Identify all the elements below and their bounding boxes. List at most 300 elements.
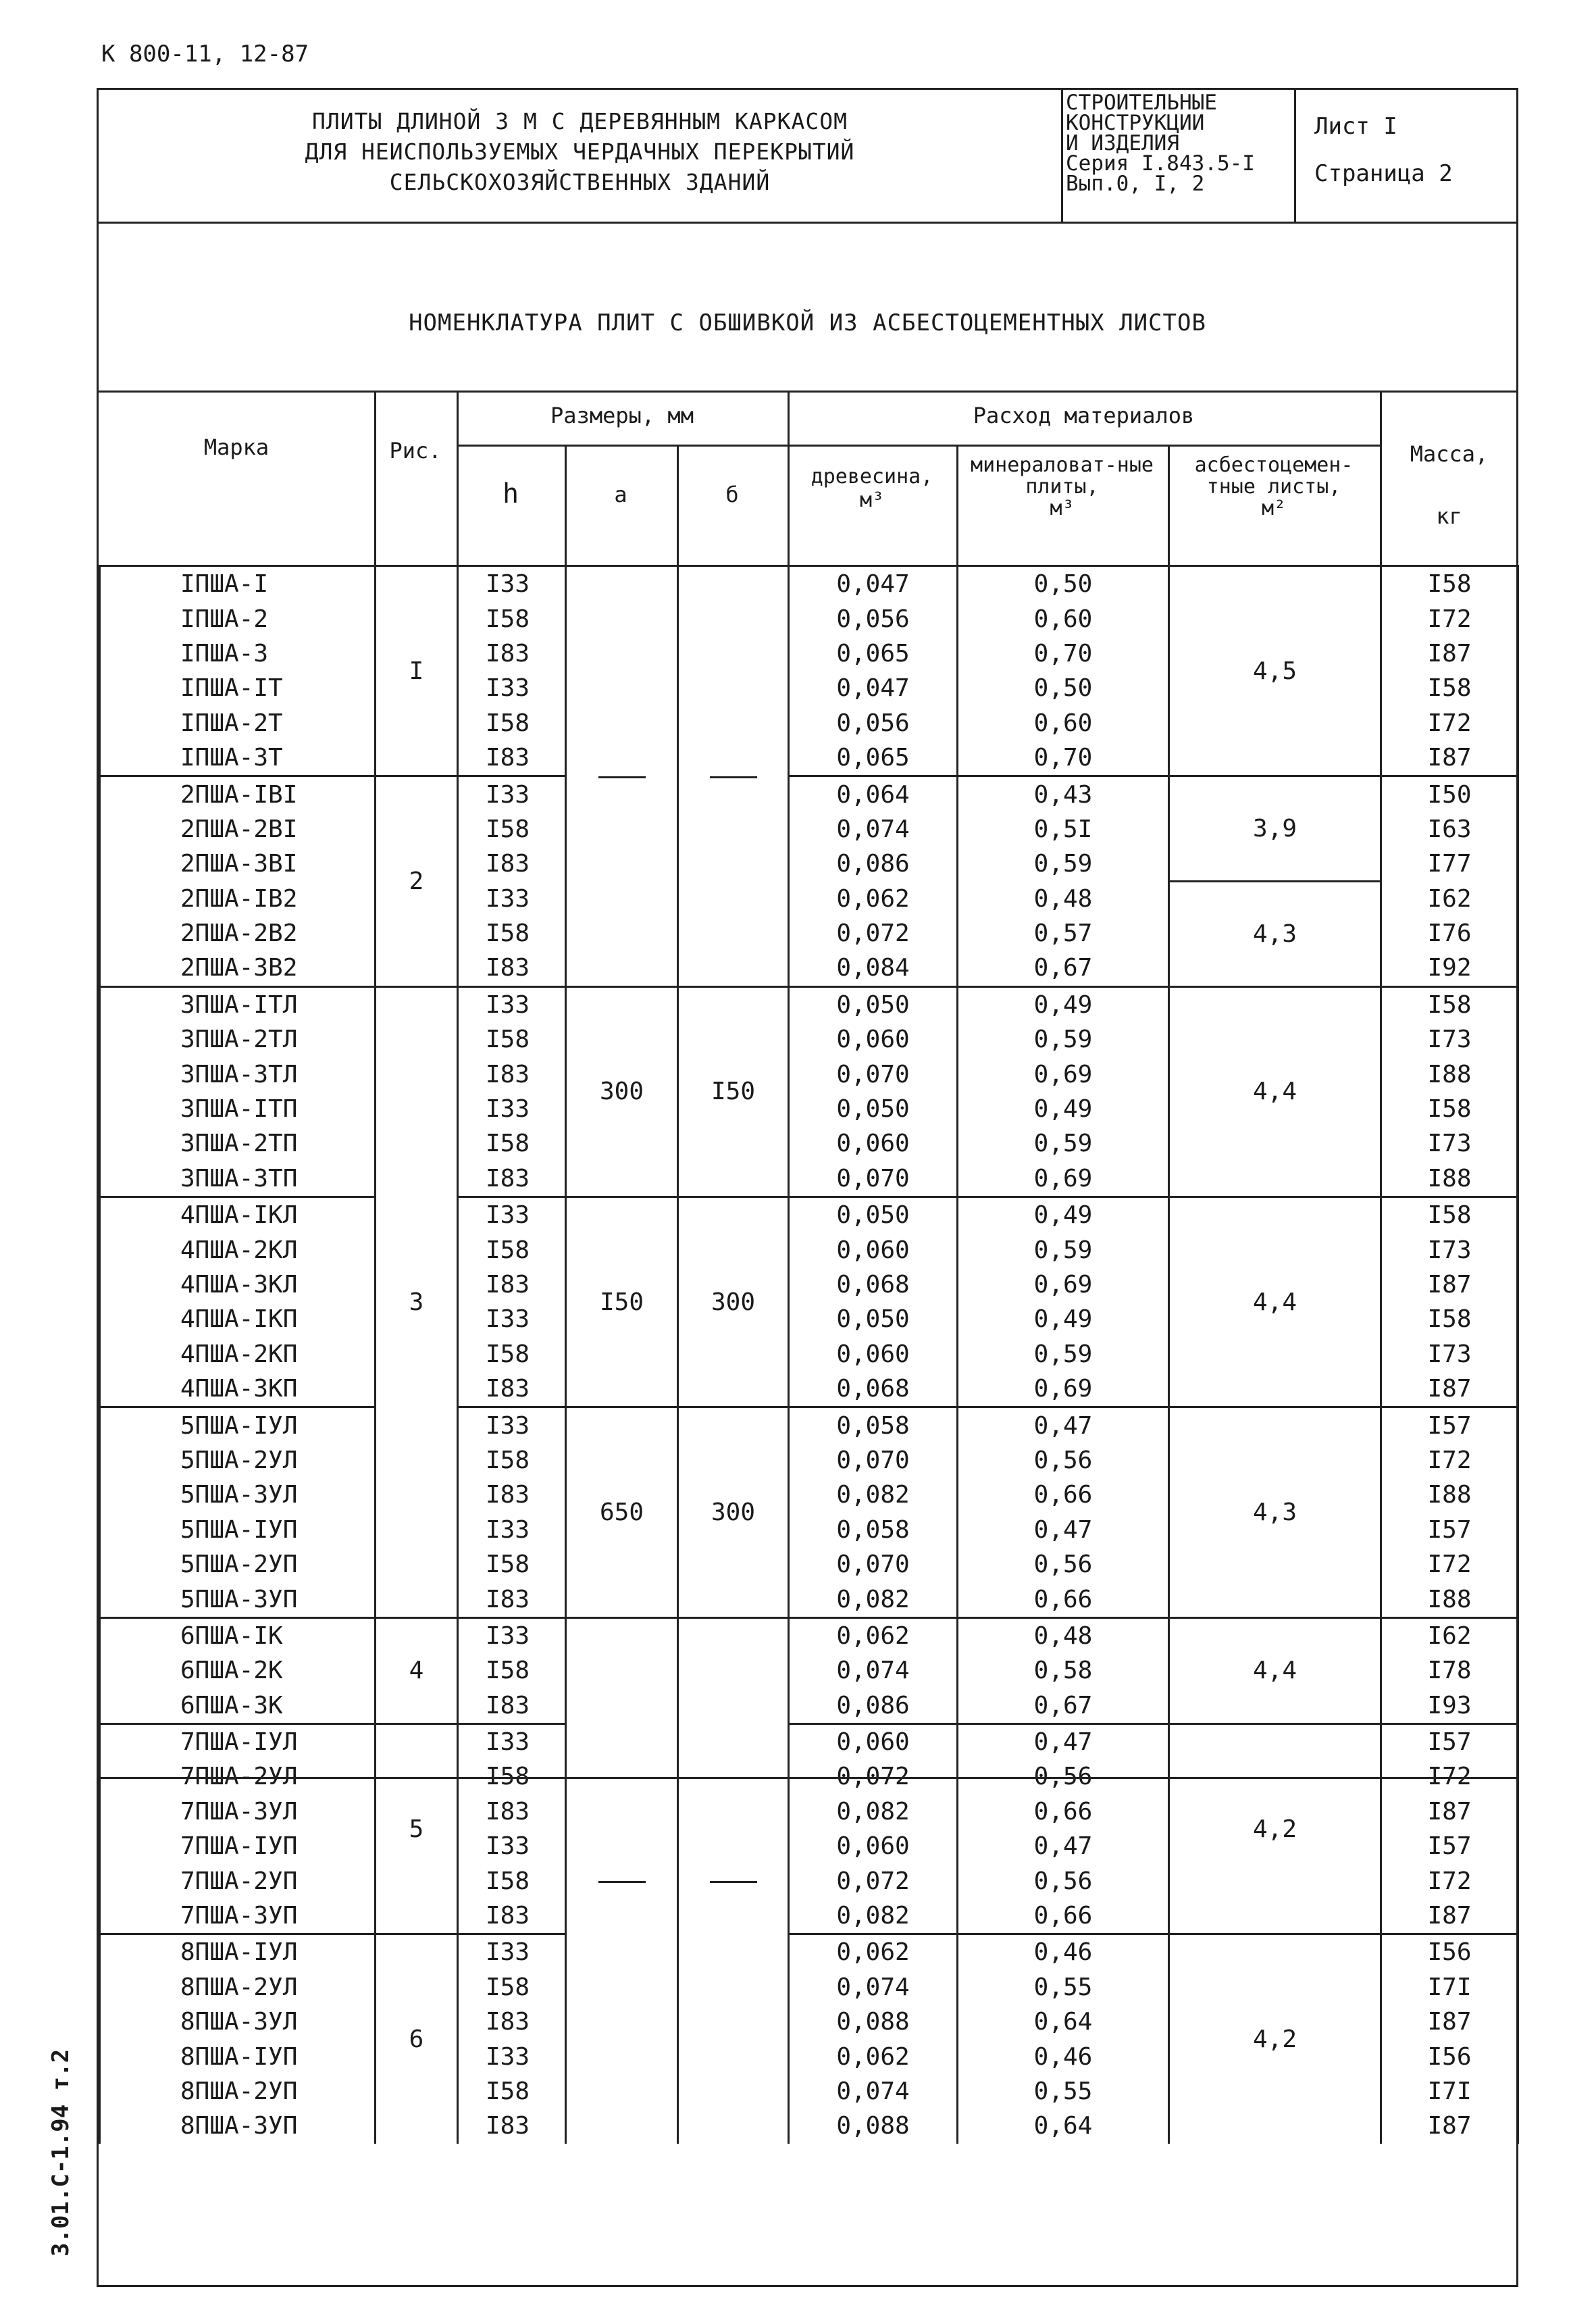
a-dash-cell — [566, 566, 678, 987]
cell-mineral: 0,66 — [958, 1898, 1169, 1934]
cell-mark: 7ПША-3УЛ — [100, 1794, 376, 1829]
cell-mineral: 0,59 — [958, 1232, 1169, 1267]
cell-mark: 3ПША-IТЛ — [100, 986, 376, 1022]
cell-wood: 0,050 — [789, 986, 958, 1022]
table-row — [100, 1724, 1518, 1759]
table-row — [100, 1407, 1518, 1443]
cell-mineral: 0,59 — [958, 1126, 1169, 1161]
cell-mineral: 0,58 — [958, 1653, 1169, 1688]
cell-h: I33 — [458, 1724, 566, 1759]
cell-mineral: 0,60 — [958, 706, 1169, 740]
cell-mark: 7ПША-IУП — [100, 1829, 376, 1863]
cell-h: I83 — [458, 1478, 566, 1512]
cell-mark: 7ПША-2УП — [100, 1863, 376, 1898]
cell-h: I58 — [458, 812, 566, 847]
cell-h: I58 — [458, 1759, 566, 1794]
header-mass-unit: кг — [1436, 503, 1462, 529]
header-asbestos — [1168, 455, 1380, 520]
cell-wood: 0,060 — [789, 1337, 958, 1372]
cell-mineral: 0,60 — [958, 601, 1169, 636]
cell-mark: 4ПША-2КЛ — [100, 1232, 376, 1267]
cell-wood: 0,082 — [789, 1478, 958, 1512]
cell-wood: 0,086 — [789, 847, 958, 881]
cell-mark: 6ПША-2К — [100, 1653, 376, 1688]
table-row — [100, 986, 1518, 1022]
cell-mass: I50 — [1381, 776, 1518, 812]
header-asbestos-label: асбестоцемен-тные листы, — [1194, 453, 1354, 499]
cell-mineral: 0,47 — [958, 1829, 1169, 1863]
cell-h: I58 — [458, 2074, 566, 2109]
cell-mark: 2ПША-3ВI — [100, 847, 376, 881]
cell-h: I83 — [458, 1898, 566, 1934]
cell-wood: 0,047 — [789, 671, 958, 705]
cell-mass: I73 — [1381, 1022, 1518, 1057]
cell-mark: 5ПША-3УП — [100, 1582, 376, 1617]
cell-mineral: 0,69 — [958, 1372, 1169, 1407]
cell-mark: 6ПША-3К — [100, 1688, 376, 1724]
cell-mark: 5ПША-2УП — [100, 1547, 376, 1582]
cell-mass: I62 — [1381, 882, 1518, 916]
cell-wood: 0,062 — [789, 2039, 958, 2073]
cell-mineral: 0,56 — [958, 1759, 1169, 1794]
cell-wood: 0,062 — [789, 882, 958, 916]
table-row — [100, 1934, 1518, 1970]
cell-h: I58 — [458, 1022, 566, 1057]
cell-h: I83 — [458, 1267, 566, 1302]
cell-mass: I58 — [1381, 671, 1518, 705]
header-b: б — [725, 482, 739, 507]
header-h: h — [502, 478, 519, 509]
cell-wood: 0,082 — [789, 1794, 958, 1829]
cell-wood: 0,072 — [789, 1863, 958, 1898]
series-line: И ИЗДЕЛИЯ — [1066, 131, 1179, 155]
cell-mineral: 0,70 — [958, 636, 1169, 671]
cell-wood: 0,074 — [789, 2074, 958, 2109]
cell-mass: I87 — [1381, 1794, 1518, 1829]
cell-mineral: 0,55 — [958, 1970, 1169, 2005]
cell-mass: I58 — [1381, 1302, 1518, 1336]
cell-mass: I72 — [1381, 1547, 1518, 1582]
cell-wood: 0,060 — [789, 1829, 958, 1863]
cell-h: I83 — [458, 1057, 566, 1091]
cell-asbestos: 4,3 — [1169, 1407, 1381, 1617]
cell-mark: IПША-3 — [100, 636, 376, 671]
header-wood-label: древесина, — [810, 465, 933, 488]
a-dash — [598, 1881, 646, 1883]
cell-wood: 0,068 — [789, 1267, 958, 1302]
cell-h: I83 — [458, 2109, 566, 2143]
cell-wood: 0,074 — [789, 812, 958, 847]
document-code: К 800-11, 12-87 — [101, 41, 309, 68]
cell-mass: I87 — [1381, 1372, 1518, 1407]
cell-mineral: 0,49 — [958, 1197, 1169, 1233]
nomenclature-table — [99, 565, 1519, 2144]
cell-mass: I63 — [1381, 812, 1518, 847]
cell-mass: I78 — [1381, 1653, 1518, 1688]
cell-h: I58 — [458, 1653, 566, 1688]
cell-mark: 4ПША-IКЛ — [100, 1197, 376, 1233]
cell-mass: I87 — [1381, 636, 1518, 671]
cell-mark: 8ПША-2УП — [100, 2074, 376, 2109]
cell-asbestos: 4,4 — [1169, 986, 1381, 1197]
cell-asbestos: 4,2 — [1169, 1934, 1381, 2144]
cell-h: I58 — [458, 601, 566, 636]
cell-wood: 0,058 — [789, 1513, 958, 1547]
col-line — [374, 391, 376, 565]
cell-asbestos: 4,2 — [1169, 1724, 1381, 1934]
cell-h: I83 — [458, 2005, 566, 2039]
cell-wood: 0,062 — [789, 1934, 958, 1970]
table-row — [100, 882, 1518, 916]
cell-wood: 0,088 — [789, 2005, 958, 2039]
cell-mass: I72 — [1381, 601, 1518, 636]
cell-h: I33 — [458, 776, 566, 812]
cell-mineral: 0,57 — [958, 916, 1169, 951]
title-line: ДЛЯ НЕИСПОЛЬЗУЕМЫХ ЧЕРДАЧНЫХ ПЕРЕКРЫТИЙ — [305, 139, 855, 165]
cell-h: I58 — [458, 1863, 566, 1898]
b-dash — [710, 1881, 757, 1883]
cell-mass: I56 — [1381, 2039, 1518, 2073]
cell-mineral: 0,46 — [958, 2039, 1169, 2073]
title-line: СЕЛЬСКОХОЗЯЙСТВЕННЫХ ЗДАНИЙ — [389, 169, 771, 195]
cell-wood: 0,056 — [789, 601, 958, 636]
cell-mineral: 0,47 — [958, 1724, 1169, 1759]
a-dash — [598, 776, 646, 778]
cell-mass: I88 — [1381, 1478, 1518, 1512]
cell-h: I83 — [458, 951, 566, 986]
cell-mark: IПША-IТ — [100, 671, 376, 705]
cell-mark: 8ПША-3УЛ — [100, 2005, 376, 2039]
cell-mass: I72 — [1381, 1863, 1518, 1898]
header-a: а — [614, 482, 627, 507]
title-block-bottom — [99, 222, 1516, 224]
cell-mass: I73 — [1381, 1232, 1518, 1267]
cell-mark: 3ПША-2ТЛ — [100, 1022, 376, 1057]
cell-figure: 3 — [376, 986, 458, 1617]
header-sub-line — [457, 445, 1380, 447]
cell-h: I83 — [458, 636, 566, 671]
cell-mass: I88 — [1381, 1582, 1518, 1617]
cell-mark: 7ПША-3УП — [100, 1898, 376, 1934]
cell-mass: I88 — [1381, 1161, 1518, 1197]
cell-wood: 0,082 — [789, 1898, 958, 1934]
cell-mark: 3ПША-IТП — [100, 1092, 376, 1126]
header-wood — [788, 465, 956, 512]
cell-mark: 8ПША-3УП — [100, 2109, 376, 2143]
cell-wood: 0,060 — [789, 1022, 958, 1057]
cell-h: I33 — [458, 1617, 566, 1653]
table-row — [100, 1617, 1518, 1653]
cell-mineral: 0,48 — [958, 1617, 1169, 1653]
series-line: Серия I.843.5-I — [1066, 151, 1255, 176]
cell-mass: I62 — [1381, 1617, 1518, 1653]
cell-h: I58 — [458, 1232, 566, 1267]
cell-mass: I7I — [1381, 1970, 1518, 2005]
cell-wood: 0,047 — [789, 566, 958, 602]
cell-mark: IПША-3Т — [100, 740, 376, 776]
cell-mass: I87 — [1381, 1267, 1518, 1302]
cell-mineral: 0,64 — [958, 2109, 1169, 2143]
header-sizes: Размеры, мм — [550, 403, 694, 428]
header-mineral-label: минераловат-ные плиты, — [971, 453, 1154, 499]
cell-h: I33 — [458, 1829, 566, 1863]
cell-asbestos: 4,5 — [1169, 566, 1381, 776]
cell-mineral: 0,47 — [958, 1407, 1169, 1443]
cell-mass: I88 — [1381, 1057, 1518, 1091]
cell-figure: 4 — [376, 1617, 458, 1724]
table-row — [100, 566, 1518, 602]
header-fig: Рис. — [389, 438, 442, 463]
cell-mass: I57 — [1381, 1407, 1518, 1443]
cell-mass: I72 — [1381, 706, 1518, 740]
cell-a: 300 — [566, 986, 678, 1197]
cell-mass: I56 — [1381, 1934, 1518, 1970]
cell-h: I33 — [458, 566, 566, 602]
cell-asbestos: 4,4 — [1169, 1617, 1381, 1724]
b-dash-cell — [678, 566, 789, 987]
cell-wood: 0,068 — [789, 1372, 958, 1407]
cell-figure: 6 — [376, 1934, 458, 2144]
cell-mark: IПША-2Т — [100, 706, 376, 740]
b-dash — [710, 776, 757, 778]
cell-b: 300 — [678, 1407, 789, 1617]
cell-mark: 2ПША-2В2 — [100, 916, 376, 951]
cell-mass: I87 — [1381, 740, 1518, 776]
cell-wood: 0,050 — [789, 1092, 958, 1126]
cell-wood: 0,070 — [789, 1547, 958, 1582]
cell-wood: 0,062 — [789, 1617, 958, 1653]
cell-mass: I58 — [1381, 566, 1518, 602]
cell-wood: 0,072 — [789, 916, 958, 951]
cell-asbestos: 4,4 — [1169, 1197, 1381, 1407]
cell-mass: I73 — [1381, 1126, 1518, 1161]
cell-mark: 2ПША-IВI — [100, 776, 376, 812]
cell-mineral: 0,56 — [958, 1443, 1169, 1478]
cell-wood: 0,070 — [789, 1443, 958, 1478]
cell-mineral: 0,70 — [958, 740, 1169, 776]
b-dash-cell — [678, 1617, 789, 2143]
cell-mineral: 0,66 — [958, 1794, 1169, 1829]
cell-a: 650 — [566, 1407, 678, 1617]
cell-h: I58 — [458, 1443, 566, 1478]
cell-b: I50 — [678, 986, 789, 1197]
cell-h: I33 — [458, 1092, 566, 1126]
header-mass: Масса, — [1410, 441, 1489, 467]
cell-mark: 4ПША-2КП — [100, 1337, 376, 1372]
cell-wood: 0,082 — [789, 1582, 958, 1617]
cell-mark: 2ПША-2ВI — [100, 812, 376, 847]
cell-wood: 0,088 — [789, 2109, 958, 2143]
cell-h: I33 — [458, 882, 566, 916]
cell-mass: I57 — [1381, 1829, 1518, 1863]
drawing-frame — [97, 88, 1518, 2287]
cell-h: I33 — [458, 1934, 566, 1970]
cell-mark: 7ПША-2УЛ — [100, 1759, 376, 1794]
side-code: 3.01.С-1.94 т.2 — [47, 2048, 74, 2257]
header-materials: Расход материалов — [973, 403, 1195, 428]
header-wood-unit: м³ — [859, 488, 885, 512]
cell-wood: 0,050 — [789, 1197, 958, 1233]
cell-mark: 3ПША-2ТП — [100, 1126, 376, 1161]
cell-mark: 8ПША-IУП — [100, 2039, 376, 2073]
cell-mark: 2ПША-IВ2 — [100, 882, 376, 916]
cell-h: I33 — [458, 1302, 566, 1336]
cell-mass: I73 — [1381, 1337, 1518, 1372]
cell-mineral: 0,48 — [958, 882, 1169, 916]
cell-h: I83 — [458, 740, 566, 776]
cell-mark: 6ПША-IК — [100, 1617, 376, 1653]
cell-mineral: 0,43 — [958, 776, 1169, 812]
cell-mineral: 0,59 — [958, 1022, 1169, 1057]
series-line: СТРОИТЕЛЬНЫЕ — [1066, 91, 1217, 115]
cell-mark: 4ПША-3КП — [100, 1372, 376, 1407]
cell-mass: I58 — [1381, 1092, 1518, 1126]
sheet-number: Лист I — [1314, 113, 1397, 140]
cell-mineral: 0,66 — [958, 1478, 1169, 1512]
header-mineral — [956, 455, 1168, 520]
cell-wood: 0,056 — [789, 706, 958, 740]
a-dash-cell — [566, 1617, 678, 2143]
cell-figure: 2 — [376, 776, 458, 986]
cell-mineral: 0,59 — [958, 1337, 1169, 1372]
cell-mineral: 0,50 — [958, 566, 1169, 602]
cell-wood: 0,060 — [789, 1724, 958, 1759]
cell-mass: I7I — [1381, 2074, 1518, 2109]
cell-h: I58 — [458, 916, 566, 951]
cell-mark: 8ПША-2УЛ — [100, 1970, 376, 2005]
cell-mass: I87 — [1381, 2005, 1518, 2039]
cell-wood: 0,072 — [789, 1759, 958, 1794]
cell-mineral: 0,67 — [958, 1688, 1169, 1724]
cell-mass: I57 — [1381, 1513, 1518, 1547]
cell-mark: 5ПША-2УЛ — [100, 1443, 376, 1478]
page-number: Страница 2 — [1314, 160, 1453, 187]
cell-mark: 3ПША-3ТЛ — [100, 1057, 376, 1091]
cell-mass: I87 — [1381, 1898, 1518, 1934]
cell-h: I58 — [458, 1337, 566, 1372]
cell-h: I33 — [458, 1513, 566, 1547]
cell-h: I58 — [458, 1126, 566, 1161]
cell-mark: 2ПША-3В2 — [100, 951, 376, 986]
col-line — [1380, 391, 1382, 565]
cell-b: 300 — [678, 1197, 789, 1407]
cell-h: I83 — [458, 847, 566, 881]
cell-mass: I87 — [1381, 2109, 1518, 2143]
cell-mark: 3ПША-3ТП — [100, 1161, 376, 1197]
cell-mineral: 0,69 — [958, 1161, 1169, 1197]
cell-mineral: 0,49 — [958, 986, 1169, 1022]
cell-a: I50 — [566, 1197, 678, 1407]
table-row — [100, 1197, 1518, 1233]
cell-wood: 0,074 — [789, 1653, 958, 1688]
cell-mineral: 0,64 — [958, 2005, 1169, 2039]
cell-mass: I58 — [1381, 986, 1518, 1022]
cell-mineral: 0,49 — [958, 1092, 1169, 1126]
cell-mark: 4ПША-3КЛ — [100, 1267, 376, 1302]
cell-mass: I57 — [1381, 1724, 1518, 1759]
cell-mineral: 0,59 — [958, 847, 1169, 881]
cell-mark: 4ПША-IКП — [100, 1302, 376, 1336]
cell-mineral: 0,47 — [958, 1513, 1169, 1547]
cell-wood: 0,070 — [789, 1057, 958, 1091]
document-title — [99, 106, 1061, 197]
cell-wood: 0,065 — [789, 636, 958, 671]
cell-h: I33 — [458, 1197, 566, 1233]
cell-h: I83 — [458, 1794, 566, 1829]
cell-h: I58 — [458, 1970, 566, 2005]
cell-mineral: 0,56 — [958, 1547, 1169, 1582]
table-bottom — [99, 1777, 1517, 1779]
cell-wood: 0,050 — [789, 1302, 958, 1336]
cell-mass: I77 — [1381, 847, 1518, 881]
table-row — [100, 776, 1518, 812]
cell-mark: 8ПША-IУЛ — [100, 1934, 376, 1970]
cell-mineral: 0,66 — [958, 1582, 1169, 1617]
cell-wood: 0,060 — [789, 1126, 958, 1161]
cell-mark: 5ПША-3УЛ — [100, 1478, 376, 1512]
cell-h: I83 — [458, 1582, 566, 1617]
cell-mark: IПША-I — [100, 566, 376, 602]
cell-mark: 5ПША-IУП — [100, 1513, 376, 1547]
cell-figure: I — [376, 566, 458, 776]
cell-mineral: 0,46 — [958, 1934, 1169, 1970]
cell-wood: 0,064 — [789, 776, 958, 812]
cell-mass: I58 — [1381, 1197, 1518, 1233]
cell-h: I33 — [458, 1407, 566, 1443]
cell-h: I33 — [458, 671, 566, 705]
cell-mineral: 0,67 — [958, 951, 1169, 986]
cell-wood: 0,065 — [789, 740, 958, 776]
sheet-divider — [1294, 90, 1296, 222]
cell-mass: I92 — [1381, 951, 1518, 986]
cell-asbestos: 3,9 — [1169, 776, 1381, 882]
header-asbestos-unit: м² — [1261, 497, 1287, 520]
cell-mineral: 0,69 — [958, 1057, 1169, 1091]
cell-mark: 5ПША-IУЛ — [100, 1407, 376, 1443]
cell-figure: 5 — [376, 1724, 458, 1934]
cell-mineral: 0,49 — [958, 1302, 1169, 1336]
cell-h: I83 — [458, 1688, 566, 1724]
cell-mass: I72 — [1381, 1443, 1518, 1478]
cell-wood: 0,070 — [789, 1161, 958, 1197]
cell-mineral: 0,69 — [958, 1267, 1169, 1302]
cell-wood: 0,060 — [789, 1232, 958, 1267]
cell-mass: I76 — [1381, 916, 1518, 951]
cell-mass: I93 — [1381, 1688, 1518, 1724]
heading-bottom — [99, 391, 1516, 393]
cell-wood: 0,084 — [789, 951, 958, 986]
cell-h: I33 — [458, 2039, 566, 2073]
title-divider — [1061, 90, 1063, 222]
header-mineral-unit: м³ — [1050, 497, 1075, 520]
cell-wood: 0,058 — [789, 1407, 958, 1443]
cell-h: I33 — [458, 986, 566, 1022]
table-heading: НОМЕНКЛАТУРА ПЛИТ С ОБШИВКОЙ ИЗ АСБЕСТОЦЕМЕНТНЫХ ЛИСТОВ — [409, 309, 1206, 336]
cell-mineral: 0,56 — [958, 1863, 1169, 1898]
cell-h: I83 — [458, 1161, 566, 1197]
cell-h: I58 — [458, 1547, 566, 1582]
series-line: Вып.0, I, 2 — [1066, 172, 1205, 196]
cell-mark: IПША-2 — [100, 601, 376, 636]
cell-mineral: 0,55 — [958, 2074, 1169, 2109]
series-line: КОНСТРУКЦИИ — [1066, 111, 1205, 135]
cell-mark: 7ПША-IУЛ — [100, 1724, 376, 1759]
cell-mass: I72 — [1381, 1759, 1518, 1794]
cell-mineral: 0,5I — [958, 812, 1169, 847]
cell-h: I83 — [458, 1372, 566, 1407]
cell-wood: 0,074 — [789, 1970, 958, 2005]
cell-wood: 0,086 — [789, 1688, 958, 1724]
